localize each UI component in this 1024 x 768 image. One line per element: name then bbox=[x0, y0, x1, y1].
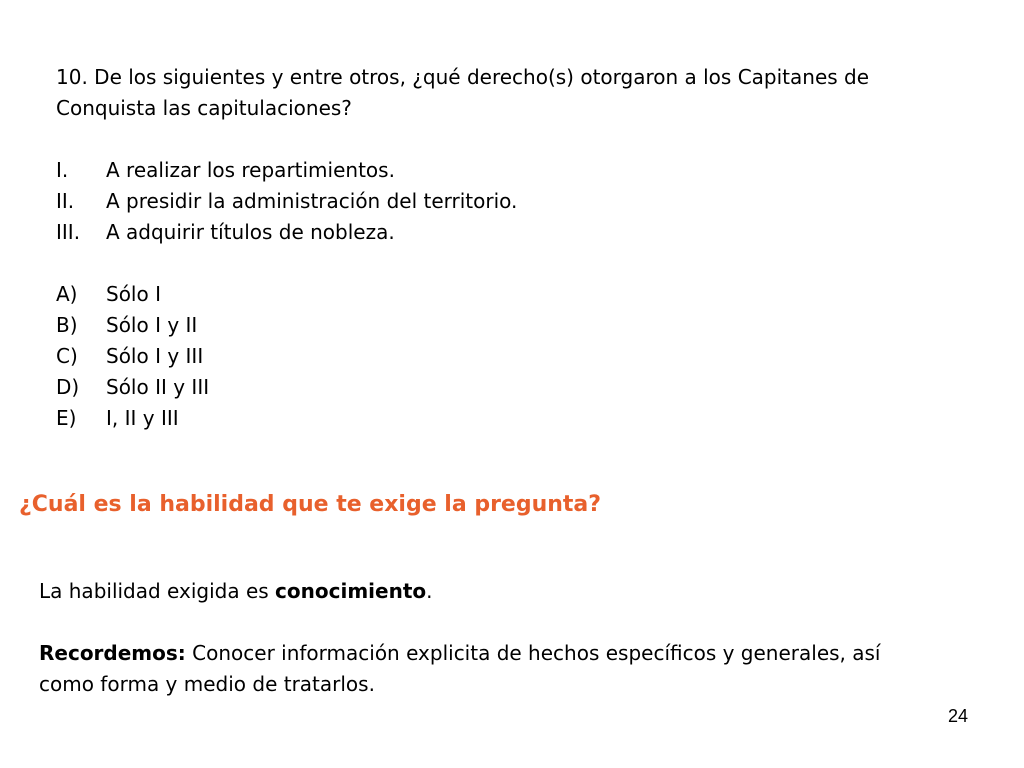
option-marker: D) bbox=[56, 375, 80, 399]
option-marker: A) bbox=[56, 282, 78, 306]
skill-question-heading: ¿Cuál es la habilidad que te exige la pregunta? bbox=[19, 492, 602, 517]
recall-paragraph bbox=[39, 638, 939, 700]
statement-marker: III. bbox=[56, 220, 81, 244]
option-text: Sólo I y III bbox=[106, 344, 204, 368]
option-marker: C) bbox=[56, 344, 78, 368]
answer-prefix: La habilidad exigida es bbox=[39, 579, 276, 603]
statement-item bbox=[56, 155, 936, 186]
option-item bbox=[56, 372, 936, 403]
spacer bbox=[39, 607, 939, 638]
recall-label: Recordemos: bbox=[39, 641, 186, 665]
option-text: I, II y III bbox=[106, 406, 179, 430]
answer-skill: conocimiento bbox=[275, 579, 427, 603]
statement-text: A adquirir títulos de nobleza. bbox=[106, 220, 395, 244]
statement-marker: I. bbox=[56, 158, 69, 182]
statement-marker: II. bbox=[56, 189, 75, 213]
question-text: 10. De los siguientes y entre otros, ¿qué derecho(s) otorgaron a los Capitanes de Conquista las capitulaciones? bbox=[56, 65, 870, 120]
option-text: Sólo I y II bbox=[106, 313, 198, 337]
option-item bbox=[56, 279, 936, 310]
statement-text: A realizar los repartimientos. bbox=[106, 158, 395, 182]
statement-list bbox=[56, 155, 936, 248]
answer-suffix: . bbox=[426, 579, 433, 603]
answer-line bbox=[39, 576, 939, 607]
option-item bbox=[56, 341, 936, 372]
page-number: 24 bbox=[947, 706, 968, 726]
option-item bbox=[56, 310, 936, 341]
option-marker: B) bbox=[56, 313, 78, 337]
statement-item bbox=[56, 186, 936, 217]
option-text: Sólo I bbox=[106, 282, 161, 306]
answer-block bbox=[39, 576, 939, 700]
statement-text: A presidir la administración del territorio. bbox=[106, 189, 518, 213]
statement-item bbox=[56, 217, 936, 248]
option-marker: E) bbox=[56, 406, 77, 430]
question-block bbox=[56, 62, 936, 434]
option-list bbox=[56, 279, 936, 434]
option-text: Sólo II y III bbox=[106, 375, 210, 399]
option-item bbox=[56, 403, 936, 434]
recall-text: Conocer información explicita de hechos específicos y generales, así como forma y medio de tratarlos. bbox=[39, 641, 881, 696]
